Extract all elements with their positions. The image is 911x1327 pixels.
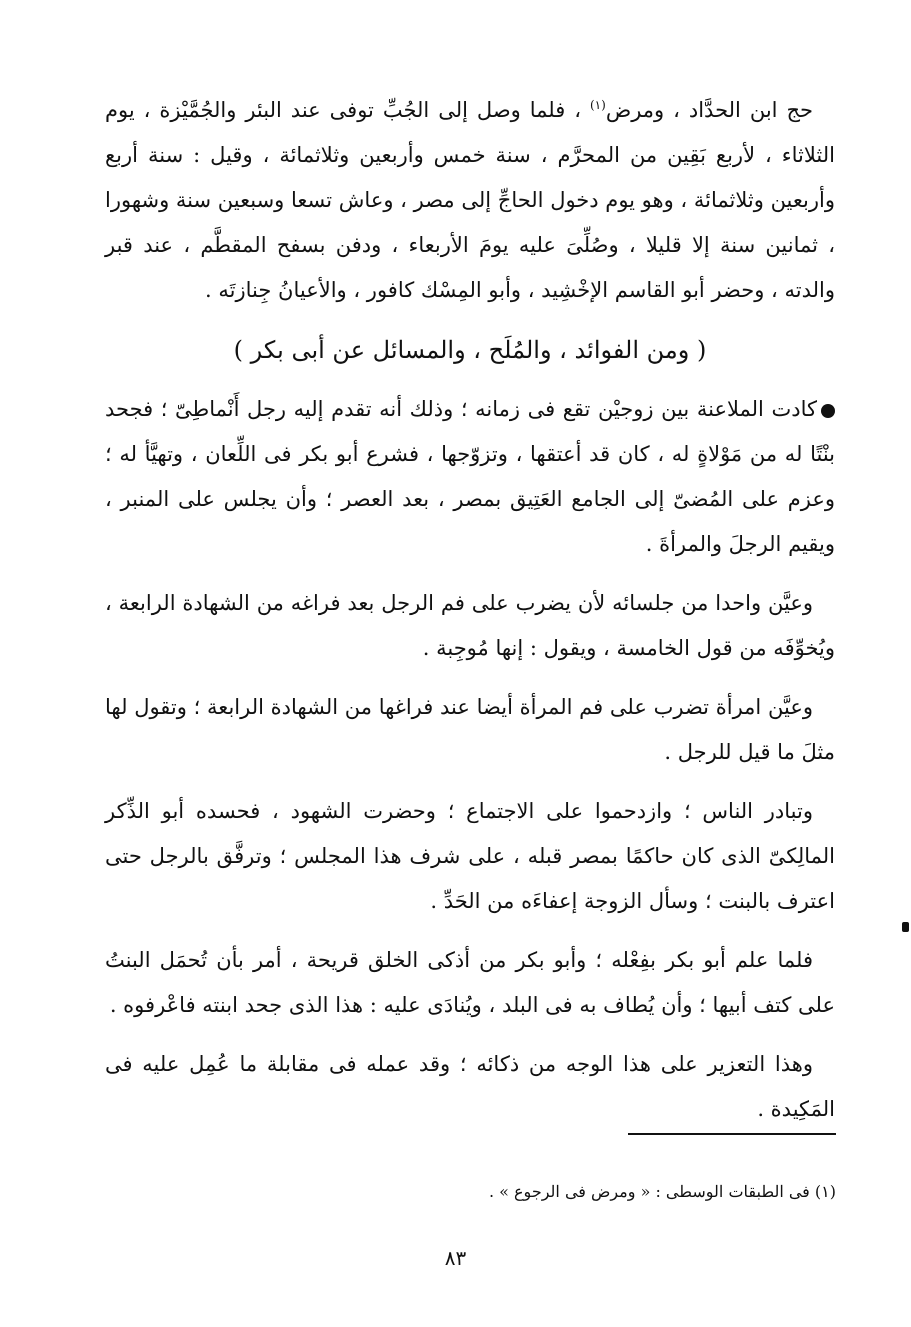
footnote-divider (628, 1133, 836, 1135)
paragraph-3: وعيَّن امرأة تضرب على فم المرأة أيضا عند فراغها من الشهادة الرابعة ؛ وتقول لها مثلَ ما قيل للرجل . (105, 695, 835, 764)
paragraph-4: وتبادر الناس ؛ وازدحموا على الاجتماع ؛ وحضرت الشهود ، فحسده أبو الذِّكر المالِكىّ الذى كان حاكمًا بمصر قبله ، على شرف هذا المجلس ؛ وترفَّق بالرجل حتى اعترف بالبنت ؛ وسأل الزوجة إعفاءَه من الحَدِّ . (105, 799, 835, 913)
main-text-block (105, 88, 835, 1146)
footnote-reference[interactable]: (١) (589, 98, 606, 112)
paragraph-2: وعيَّن واحدا من جلسائه لأن يضرب على فم الرجل بعد فراغه من الشهادة الرابعة ، ويُخوِّفَه من قول الخامسة ، ويقول : إنها مُوجِبة . (105, 591, 835, 660)
section-heading: ( ومن الفوائد ، والمُلَح ، والمسائل عن أبى بكر ) (233, 336, 707, 364)
page-number: ٨٣ (444, 1246, 467, 1270)
paragraph-6: وهذا التعزير على هذا الوجه من ذكائه ؛ وقد عمله فى مقابلة ما عُمِل عليه فى المَكِيدة . (105, 1052, 835, 1121)
paragraph-intro-rest: ، فلما وصل إلى الجُبِّ توفى عند البئر والجُمَّيْزة ، يوم الثلاثاء ، لأربع بَقِين من المحرَّم ، سنة خمس وأربعين وثلاثمائة ، وقيل : سنة أربع وأربعين وثلاثمائة ، وهو يوم دخول الحاجِّ إلى مصر ، وعاش تسعا وسبعين سنة وشهورا ، ثمانين سنة إلا قليلا ، وصُلِّىَ عليه يومَ الأربعاء ، ودفن بسفح المقطَّم ، عند قبر والدته ، وحضر أبو القاسم الإخْشِيد ، وأبو المِسْك كافور ، والأعيانُ جِنازتَه . (105, 98, 835, 302)
scan-edge-mark (902, 922, 909, 932)
paragraph-intro (105, 88, 835, 313)
paragraph-5: فلما علم أبو بكر بفِعْله ؛ وأبو بكر من أذكى الخلق قريحة ، أمر بأن تُحمَل البنتُ على كتف أبيها ؛ وأن يُطاف به فى البلد ، ويُنادَى عليه : هذا الذى جحد ابنته فاعْرفوه . (105, 948, 835, 1017)
paragraph-1 (105, 387, 835, 567)
paragraph-intro-start: حج ابن الحدَّاد ، ومرض (605, 98, 813, 122)
footnote: (١) فى الطبقات الوسطى : « ومرض فى الرجوع » . (488, 1182, 836, 1201)
paragraph-1-text: كادت الملاعنة بين زوجيْن تقع فى زمانه ؛ وذلك أنه تقدم إليه رجل أَنْماطِىّ ؛ فجحد بنْتًا له من مَوْلاةٍ له ، كان قد أعتقها ، وتزوّجها ، فشرع أبو بكر فى اللِّعان ، وتهيَّأ له ؛ وعزم على المُضىّ إلى الجامع العَتِيق بمصر ، بعد العصر ؛ وأن يجلس على المنبر ، ويقيم الرجلَ والمرأةَ . (105, 397, 835, 556)
bullet-dot-icon (821, 404, 835, 418)
